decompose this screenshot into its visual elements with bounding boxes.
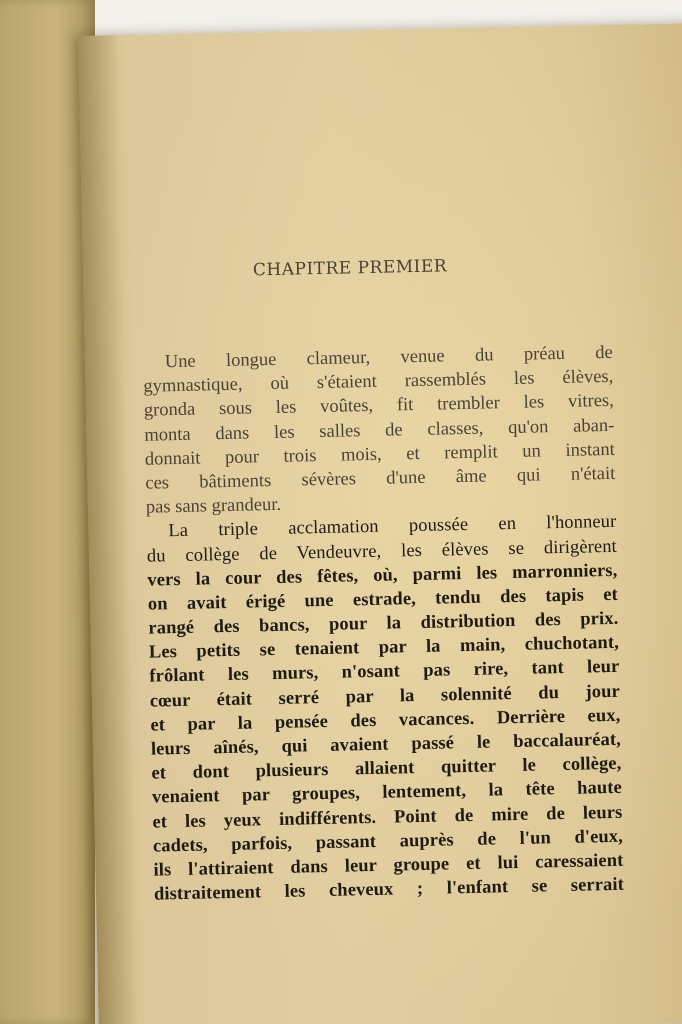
text-line: leurs aînés, qui avaient passé le baccalauréat, — [150, 729, 622, 760]
text-line: pas sans grandeur. — [145, 494, 282, 518]
body-text — [143, 341, 625, 907]
text-line: venaient par groupes, lentement, la tête haute — [151, 778, 623, 808]
text-line: et les yeux indifférents. Point de mire de leurs — [152, 802, 623, 833]
text-line: gronda sous les voûtes, fit trembler les vitres, — [143, 391, 614, 422]
text-line: Les petits se tenaient par la main, chuchotant, — [148, 633, 620, 663]
paragraph-1 — [143, 341, 616, 520]
text-line: cadets, parfois, passant auprès de l'un d'eux, — [152, 826, 624, 857]
text-line: gymnastique, où s'étaient rassemblés les élèves, — [143, 367, 614, 397]
text-line: cœur était serré par la solennité du jour — [149, 681, 621, 712]
text-line: distraitement les cheveux ; l'enfant se serrait — [153, 874, 625, 905]
text-line: ils l'attiraient dans leur groupe et lui caressaient — [153, 850, 624, 881]
text-line: et dont plusieurs allaient quitter le collège, — [151, 753, 622, 784]
text-line: on avait érigé une estrade, tendu des tapis et — [147, 584, 619, 615]
text-line: vers la cour des fêtes, où, parmi les marronniers, — [147, 560, 618, 591]
text-line: frôlant les murs, n'osant pas rire, tant leur — [149, 657, 620, 688]
text-line: Une longue clameur, venue du préau de — [164, 342, 613, 373]
text-line: rangé des bancs, pour la distribution des prix. — [148, 608, 619, 639]
text-line: monta dans les salles de classes, qu'on aban- — [144, 415, 615, 446]
text-line: donnait pour trois mois, et remplit un instant — [144, 439, 615, 470]
paragraph-2 — [146, 510, 624, 907]
book-page — [78, 23, 682, 1024]
text-line: du collège de Vendeuvre, les élèves se dirigèrent — [146, 536, 618, 567]
text-line: La triple acclamation poussée en l'honneur — [168, 512, 617, 542]
chapter-title: CHAPITRE PREMIER — [252, 256, 448, 281]
text-line: ces bâtiments sévères d'une âme qui n'était — [145, 463, 616, 494]
text-line: et par la pensée des vacances. Derrière eux, — [150, 705, 621, 736]
